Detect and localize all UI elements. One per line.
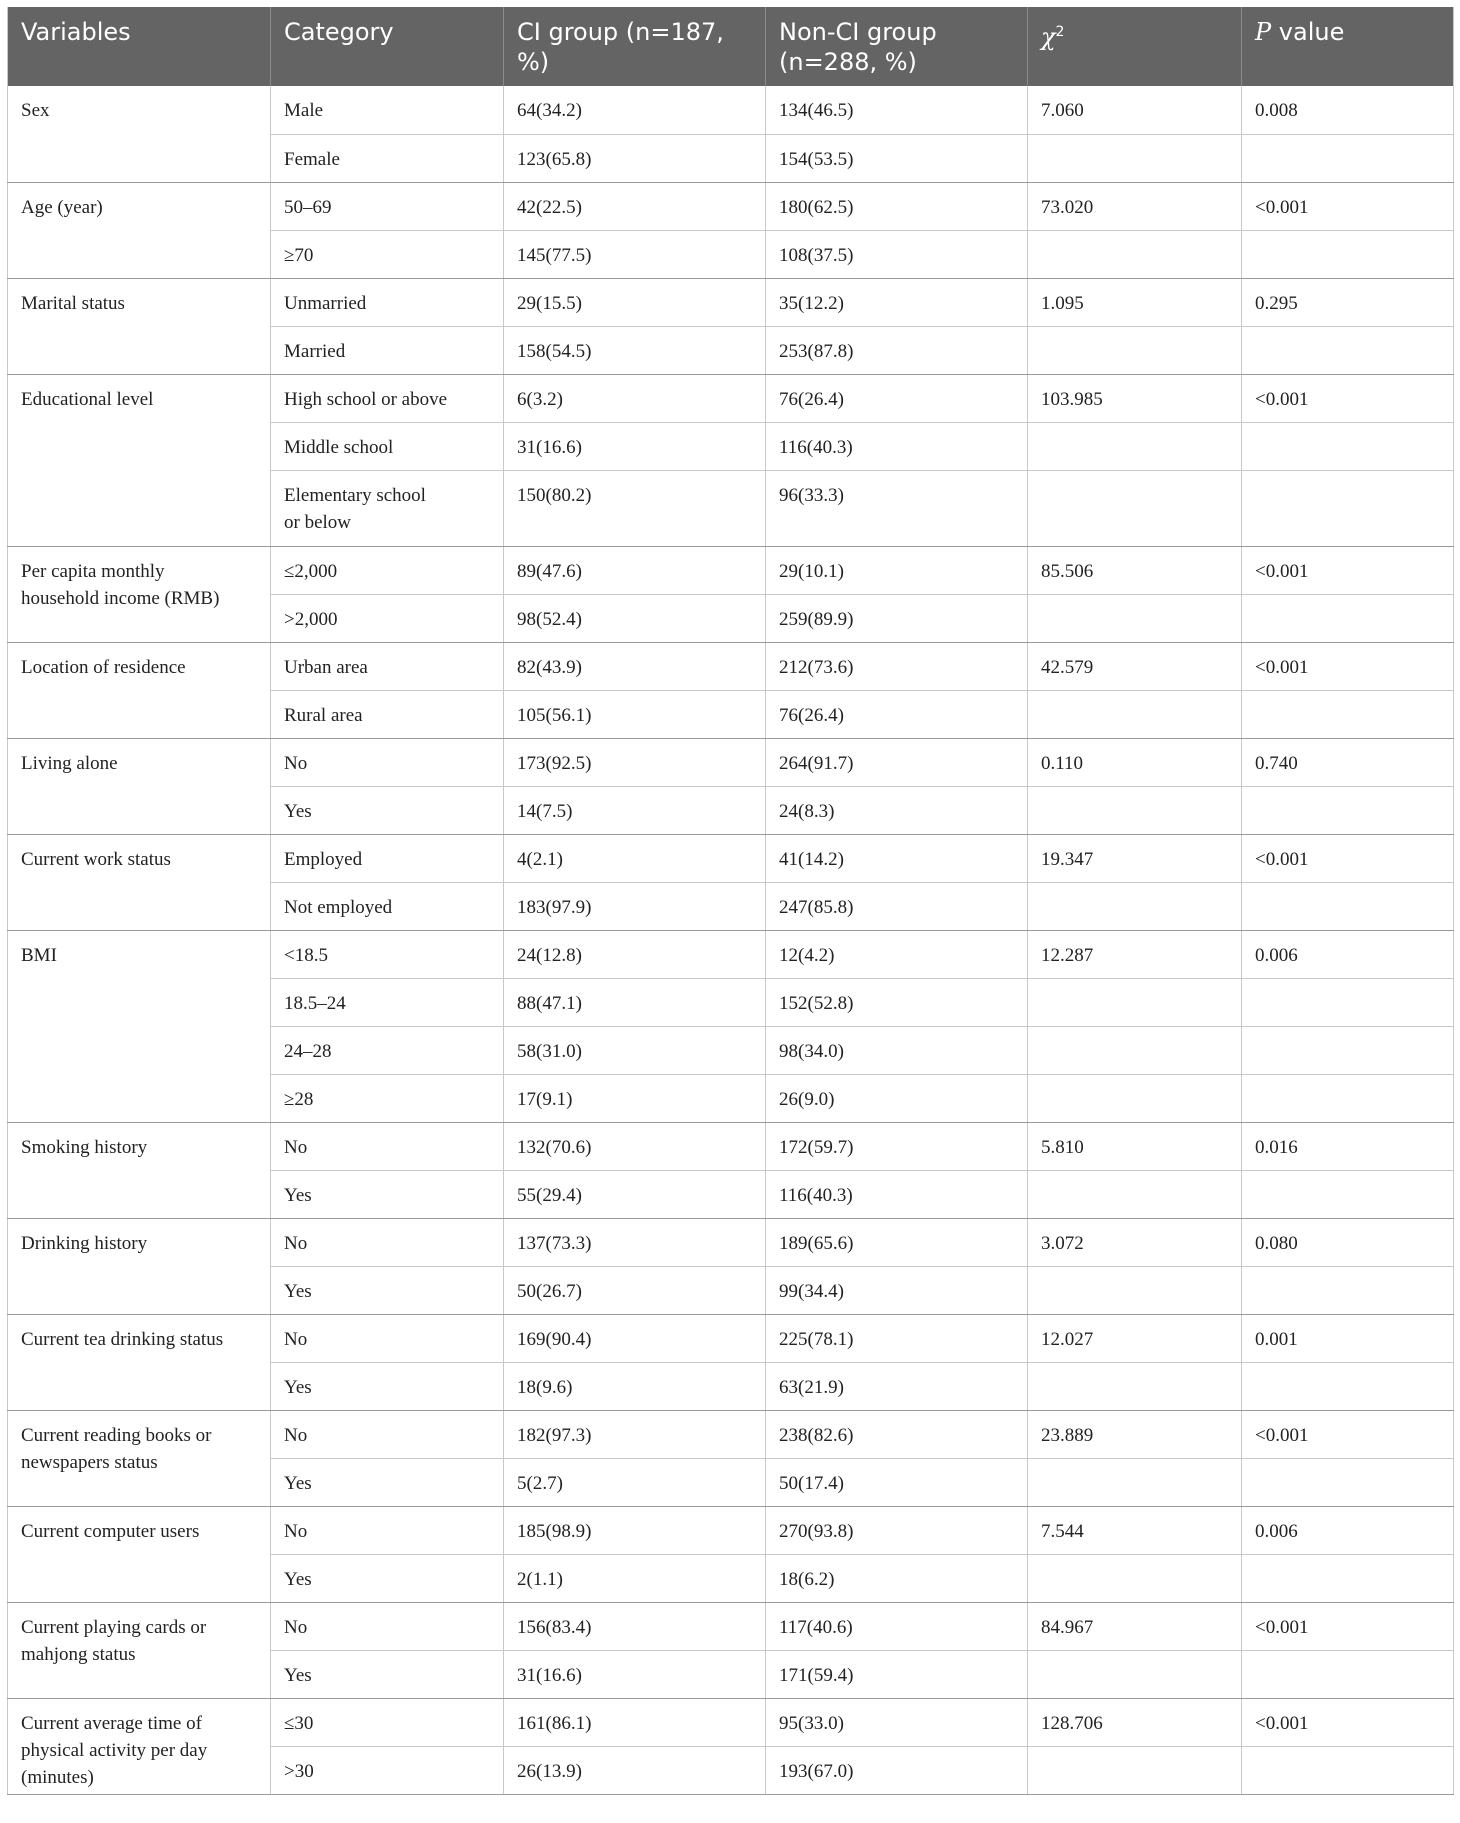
- category-cell: ≥28: [271, 1074, 504, 1122]
- header-ci-group: CI group (n=187, %): [504, 7, 766, 86]
- ci-group-cell: 64(34.2): [504, 86, 766, 134]
- chi-square-cell: [1028, 1026, 1242, 1074]
- data-table-container: [7, 7, 1453, 1795]
- p-value-cell: <0.001: [1242, 642, 1454, 690]
- non-ci-group-cell: 117(40.6): [766, 1602, 1028, 1650]
- chi-square-cell: 19.347: [1028, 834, 1242, 882]
- ci-group-cell: 14(7.5): [504, 786, 766, 834]
- chi-square-cell: 23.889: [1028, 1410, 1242, 1458]
- non-ci-group-cell: 225(78.1): [766, 1314, 1028, 1362]
- variable-cell: Current tea drinking status: [8, 1314, 271, 1410]
- category-cell: Yes: [271, 1362, 504, 1410]
- p-value-cell: 0.740: [1242, 738, 1454, 786]
- characteristics-table: [7, 7, 1454, 1795]
- p-value-cell: [1242, 134, 1454, 182]
- p-value-cell: [1242, 882, 1454, 930]
- chi-square-cell: [1028, 1554, 1242, 1602]
- category-cell: No: [271, 1122, 504, 1170]
- chi-square-cell: [1028, 690, 1242, 738]
- non-ci-group-cell: 212(73.6): [766, 642, 1028, 690]
- chi-symbol: χ: [1041, 23, 1056, 51]
- chi-square-cell: [1028, 1074, 1242, 1122]
- table-row: [8, 1698, 1454, 1746]
- table-row: [8, 738, 1454, 786]
- ci-group-cell: 185(98.9): [504, 1506, 766, 1554]
- p-value-cell: <0.001: [1242, 1602, 1454, 1650]
- chi-square-cell: [1028, 1170, 1242, 1218]
- chi-square-cell: [1028, 326, 1242, 374]
- non-ci-group-cell: 154(53.5): [766, 134, 1028, 182]
- chi-square-cell: [1028, 422, 1242, 470]
- table-header: [8, 7, 1454, 86]
- ci-group-cell: 31(16.6): [504, 1650, 766, 1698]
- ci-group-cell: 58(31.0): [504, 1026, 766, 1074]
- chi-square-cell: [1028, 1746, 1242, 1794]
- ci-group-cell: 173(92.5): [504, 738, 766, 786]
- ci-group-cell: 132(70.6): [504, 1122, 766, 1170]
- ci-group-cell: 29(15.5): [504, 278, 766, 326]
- chi-square-cell: 84.967: [1028, 1602, 1242, 1650]
- header-chi-square: [1028, 7, 1242, 86]
- header-row: [8, 7, 1454, 86]
- header-non-ci-group: [766, 7, 1028, 86]
- non-ci-group-cell: 253(87.8): [766, 326, 1028, 374]
- chi-square-cell: 73.020: [1028, 182, 1242, 230]
- ci-group-cell: 169(90.4): [504, 1314, 766, 1362]
- variable-cell: Current average time of physical activity per day (minutes): [8, 1698, 271, 1794]
- ci-group-cell: 26(13.9): [504, 1746, 766, 1794]
- non-ci-group-cell: 270(93.8): [766, 1506, 1028, 1554]
- ci-group-cell: 183(97.9): [504, 882, 766, 930]
- category-cell: ≤2,000: [271, 546, 504, 594]
- p-value-cell: 0.080: [1242, 1218, 1454, 1266]
- p-value-cell: 0.006: [1242, 930, 1454, 978]
- category-cell: Middle school: [271, 422, 504, 470]
- p-value-cell: <0.001: [1242, 182, 1454, 230]
- non-ci-group-cell: 76(26.4): [766, 374, 1028, 422]
- category-cell: No: [271, 1410, 504, 1458]
- chi-square-cell: [1028, 1362, 1242, 1410]
- p-value-cell: [1242, 1746, 1454, 1794]
- category-cell: 50–69: [271, 182, 504, 230]
- ci-group-cell: 42(22.5): [504, 182, 766, 230]
- table-row: [8, 1122, 1454, 1170]
- non-ci-group-cell: 95(33.0): [766, 1698, 1028, 1746]
- ci-group-cell: 98(52.4): [504, 594, 766, 642]
- chi-square-cell: [1028, 134, 1242, 182]
- chi-square-cell: 128.706: [1028, 1698, 1242, 1746]
- category-cell: Elementary school or below: [271, 470, 504, 546]
- non-ci-group-cell: 171(59.4): [766, 1650, 1028, 1698]
- p-value-cell: [1242, 470, 1454, 546]
- category-cell: No: [271, 1218, 504, 1266]
- p-value-cell: [1242, 230, 1454, 278]
- ci-group-cell: 150(80.2): [504, 470, 766, 546]
- ci-group-cell: 5(2.7): [504, 1458, 766, 1506]
- chi-square-cell: 12.287: [1028, 930, 1242, 978]
- category-cell: Male: [271, 86, 504, 134]
- variable-cell: Current playing cards or mahjong status: [8, 1602, 271, 1698]
- non-ci-group-cell: 264(91.7): [766, 738, 1028, 786]
- non-ci-group-cell: 96(33.3): [766, 470, 1028, 546]
- p-value-cell: [1242, 1650, 1454, 1698]
- category-cell: No: [271, 738, 504, 786]
- variable-cell: Drinking history: [8, 1218, 271, 1314]
- header-non-ci-line2: (n=288, %): [779, 48, 917, 76]
- non-ci-group-cell: 116(40.3): [766, 422, 1028, 470]
- category-cell: Female: [271, 134, 504, 182]
- table-row: [8, 182, 1454, 230]
- chi-square-cell: 0.110: [1028, 738, 1242, 786]
- ci-group-cell: 158(54.5): [504, 326, 766, 374]
- category-cell: 24–28: [271, 1026, 504, 1074]
- non-ci-group-cell: 152(52.8): [766, 978, 1028, 1026]
- chi-square-cell: [1028, 882, 1242, 930]
- p-value-cell: 0.295: [1242, 278, 1454, 326]
- variable-cell: Sex: [8, 86, 271, 182]
- variable-cell: Living alone: [8, 738, 271, 834]
- p-value-cell: 0.008: [1242, 86, 1454, 134]
- non-ci-group-cell: 238(82.6): [766, 1410, 1028, 1458]
- p-value-cell: [1242, 422, 1454, 470]
- category-cell: <18.5: [271, 930, 504, 978]
- ci-group-cell: 18(9.6): [504, 1362, 766, 1410]
- variable-cell: Location of residence: [8, 642, 271, 738]
- p-value-cell: <0.001: [1242, 1410, 1454, 1458]
- p-value-cell: [1242, 690, 1454, 738]
- table-row: [8, 1218, 1454, 1266]
- category-cell: Yes: [271, 1554, 504, 1602]
- chi-square-cell: [1028, 594, 1242, 642]
- variable-cell: Marital status: [8, 278, 271, 374]
- non-ci-group-cell: 99(34.4): [766, 1266, 1028, 1314]
- category-cell: >2,000: [271, 594, 504, 642]
- category-cell: 18.5–24: [271, 978, 504, 1026]
- chi-superscript: 2: [1055, 24, 1065, 40]
- p-value-cell: [1242, 1362, 1454, 1410]
- p-value-cell: [1242, 594, 1454, 642]
- table-body: [8, 86, 1454, 1794]
- ci-group-cell: 24(12.8): [504, 930, 766, 978]
- p-value-cell: <0.001: [1242, 546, 1454, 594]
- chi-square-cell: [1028, 470, 1242, 546]
- ci-group-cell: 4(2.1): [504, 834, 766, 882]
- category-cell: ≥70: [271, 230, 504, 278]
- non-ci-group-cell: 98(34.0): [766, 1026, 1028, 1074]
- non-ci-group-cell: 247(85.8): [766, 882, 1028, 930]
- chi-square-cell: 12.027: [1028, 1314, 1242, 1362]
- table-row: [8, 834, 1454, 882]
- ci-group-cell: 88(47.1): [504, 978, 766, 1026]
- non-ci-group-cell: 26(9.0): [766, 1074, 1028, 1122]
- ci-group-cell: 2(1.1): [504, 1554, 766, 1602]
- non-ci-group-cell: 12(4.2): [766, 930, 1028, 978]
- category-cell: Yes: [271, 1650, 504, 1698]
- p-value-cell: [1242, 326, 1454, 374]
- ci-group-cell: 123(65.8): [504, 134, 766, 182]
- category-cell: No: [271, 1602, 504, 1650]
- chi-square-cell: [1028, 230, 1242, 278]
- chi-square-cell: [1028, 1650, 1242, 1698]
- category-cell: Rural area: [271, 690, 504, 738]
- p-italic: P: [1255, 18, 1272, 46]
- non-ci-group-cell: 29(10.1): [766, 546, 1028, 594]
- variable-cell: Per capita monthly household income (RMB): [8, 546, 271, 642]
- category-cell: No: [271, 1314, 504, 1362]
- category-cell: Yes: [271, 1170, 504, 1218]
- chi-square-cell: [1028, 978, 1242, 1026]
- non-ci-group-cell: 259(89.9): [766, 594, 1028, 642]
- non-ci-group-cell: 41(14.2): [766, 834, 1028, 882]
- non-ci-group-cell: 134(46.5): [766, 86, 1028, 134]
- category-cell: Yes: [271, 786, 504, 834]
- chi-square-cell: 42.579: [1028, 642, 1242, 690]
- non-ci-group-cell: 18(6.2): [766, 1554, 1028, 1602]
- category-cell: Employed: [271, 834, 504, 882]
- category-cell: Married: [271, 326, 504, 374]
- header-variables: Variables: [8, 7, 271, 86]
- table-row: [8, 86, 1454, 134]
- ci-group-cell: 55(29.4): [504, 1170, 766, 1218]
- non-ci-group-cell: 108(37.5): [766, 230, 1028, 278]
- table-row: [8, 1506, 1454, 1554]
- variable-cell: Smoking history: [8, 1122, 271, 1218]
- chi-square-cell: [1028, 786, 1242, 834]
- p-value-cell: [1242, 1026, 1454, 1074]
- non-ci-group-cell: 172(59.7): [766, 1122, 1028, 1170]
- category-cell: Yes: [271, 1266, 504, 1314]
- non-ci-group-cell: 50(17.4): [766, 1458, 1028, 1506]
- variable-cell: Age (year): [8, 182, 271, 278]
- category-cell: Urban area: [271, 642, 504, 690]
- category-cell: High school or above: [271, 374, 504, 422]
- header-p-value: [1242, 7, 1454, 86]
- non-ci-group-cell: 116(40.3): [766, 1170, 1028, 1218]
- chi-square-cell: 7.544: [1028, 1506, 1242, 1554]
- ci-group-cell: 89(47.6): [504, 546, 766, 594]
- category-cell: Not employed: [271, 882, 504, 930]
- non-ci-group-cell: 189(65.6): [766, 1218, 1028, 1266]
- ci-group-cell: 145(77.5): [504, 230, 766, 278]
- chi-square-cell: 5.810: [1028, 1122, 1242, 1170]
- non-ci-group-cell: 180(62.5): [766, 182, 1028, 230]
- table-row: [8, 1410, 1454, 1458]
- header-category: Category: [271, 7, 504, 86]
- category-cell: Unmarried: [271, 278, 504, 326]
- table-row: [8, 1314, 1454, 1362]
- chi-square-cell: [1028, 1266, 1242, 1314]
- table-row: [8, 642, 1454, 690]
- ci-group-cell: 82(43.9): [504, 642, 766, 690]
- p-value-cell: 0.006: [1242, 1506, 1454, 1554]
- p-label: value: [1271, 18, 1345, 46]
- p-value-cell: [1242, 1554, 1454, 1602]
- table-row: [8, 546, 1454, 594]
- variable-cell: Current work status: [8, 834, 271, 930]
- header-non-ci-line1: Non-CI group: [779, 18, 937, 46]
- ci-group-cell: 156(83.4): [504, 1602, 766, 1650]
- p-value-cell: <0.001: [1242, 374, 1454, 422]
- non-ci-group-cell: 76(26.4): [766, 690, 1028, 738]
- p-value-cell: 0.001: [1242, 1314, 1454, 1362]
- ci-group-cell: 50(26.7): [504, 1266, 766, 1314]
- ci-group-cell: 137(73.3): [504, 1218, 766, 1266]
- variable-cell: Current reading books or newspapers status: [8, 1410, 271, 1506]
- table-row: [8, 930, 1454, 978]
- p-value-cell: [1242, 978, 1454, 1026]
- variable-cell: Educational level: [8, 374, 271, 546]
- ci-group-cell: 17(9.1): [504, 1074, 766, 1122]
- p-value-cell: <0.001: [1242, 1698, 1454, 1746]
- p-value-cell: 0.016: [1242, 1122, 1454, 1170]
- p-value-cell: [1242, 786, 1454, 834]
- non-ci-group-cell: 35(12.2): [766, 278, 1028, 326]
- variable-cell: BMI: [8, 930, 271, 1122]
- p-value-cell: [1242, 1458, 1454, 1506]
- non-ci-group-cell: 24(8.3): [766, 786, 1028, 834]
- ci-group-cell: 31(16.6): [504, 422, 766, 470]
- non-ci-group-cell: 63(21.9): [766, 1362, 1028, 1410]
- ci-group-cell: 182(97.3): [504, 1410, 766, 1458]
- table-row: [8, 278, 1454, 326]
- table-row: [8, 1602, 1454, 1650]
- chi-square-cell: 7.060: [1028, 86, 1242, 134]
- non-ci-group-cell: 193(67.0): [766, 1746, 1028, 1794]
- chi-square-cell: 85.506: [1028, 546, 1242, 594]
- category-cell: >30: [271, 1746, 504, 1794]
- p-value-cell: <0.001: [1242, 834, 1454, 882]
- table-row: [8, 374, 1454, 422]
- p-value-cell: [1242, 1266, 1454, 1314]
- category-cell: No: [271, 1506, 504, 1554]
- ci-group-cell: 161(86.1): [504, 1698, 766, 1746]
- chi-square-cell: 1.095: [1028, 278, 1242, 326]
- category-cell: Yes: [271, 1458, 504, 1506]
- p-value-cell: [1242, 1170, 1454, 1218]
- variable-cell: Current computer users: [8, 1506, 271, 1602]
- ci-group-cell: 6(3.2): [504, 374, 766, 422]
- p-value-cell: [1242, 1074, 1454, 1122]
- chi-square-cell: 103.985: [1028, 374, 1242, 422]
- chi-square-cell: 3.072: [1028, 1218, 1242, 1266]
- chi-square-cell: [1028, 1458, 1242, 1506]
- ci-group-cell: 105(56.1): [504, 690, 766, 738]
- category-cell: ≤30: [271, 1698, 504, 1746]
